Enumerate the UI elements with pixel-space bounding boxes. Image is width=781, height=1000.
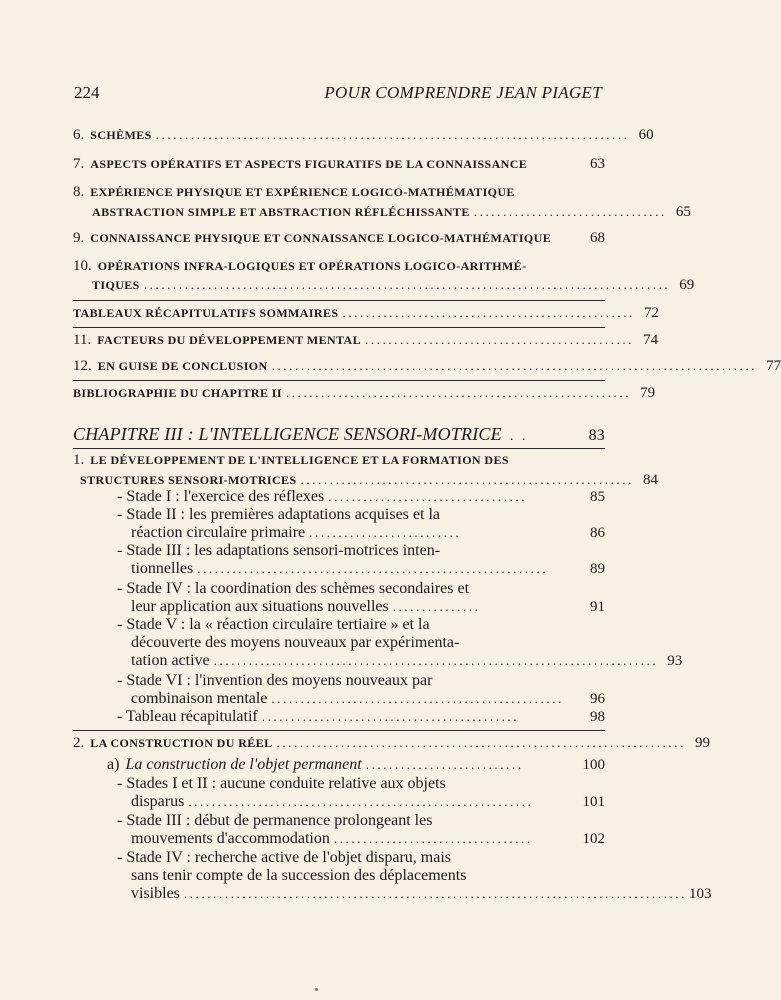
- print-mark: [315, 988, 318, 991]
- toc-page: 60: [638, 127, 654, 143]
- stade-i: - Stade I : l'exercice des réflexes .................................. 85: [117, 488, 605, 505]
- toc-entry-7: 7. ASPECTS OPÉRATIFS ET ASPECTS FIGURATIFS DE LA CONNAISSANCE 63: [73, 156, 605, 172]
- toc-page: 69: [679, 277, 695, 293]
- toc-entry-12: 12. EN GUISE DE CONCLUSION ................................................................................... 77: [73, 358, 781, 374]
- toc-section-1: 1. LE DÉVELOPPEMENT DE L'INTELLIGENCE ET LA FORMATION DES: [73, 452, 509, 468]
- stade-iii-b: - Stade III : début de permanence prolongeant les mouvements d'accommodation .................................. 102: [117, 812, 605, 847]
- toc-page: 91: [590, 599, 605, 615]
- divider: [73, 380, 605, 381]
- toc-page: 84: [642, 472, 658, 488]
- toc-page: 101: [582, 794, 605, 810]
- toc-entry-8-cont: ABSTRACTION SIMPLE ET ABSTRACTION RÉFLÉCHISSANTE ................................. 65: [92, 204, 691, 220]
- toc-page: 83: [588, 427, 605, 444]
- toc-page: 96: [590, 691, 605, 707]
- stade-v: - Stade V : la « réaction circulaire tertiaire » et la découverte des moyens nouveaux par expérimenta- tation active ............................................................................ 93: [117, 616, 683, 669]
- toc-page: 103: [689, 886, 712, 902]
- stade-iii: - Stade III : les adaptations sensori-motrices inten- tionnelles ............................................................ 89: [117, 542, 605, 577]
- divider: [73, 448, 605, 449]
- divider: [73, 327, 605, 328]
- toc-page: 93: [667, 653, 683, 669]
- toc-page: 85: [590, 489, 605, 505]
- toc-entry-6: 6. SCHÈMES ................................................................................. 60: [73, 127, 654, 143]
- stade-iv-b: - Stade IV : recherche active de l'objet disparu, mais sans tenir compte de la succession des déplacements visibles ...................................................................................... 103: [117, 849, 712, 902]
- toc-entry-10-cont: TIQUES .......................................................................................... 69: [92, 277, 695, 293]
- chapter-heading: CHAPITRE III : L'INTELLIGENCE SENSORI-MOTRICE . . 83: [73, 424, 605, 444]
- toc-page: 63: [590, 156, 605, 172]
- running-title: POUR COMPRENDRE JEAN PIAGET: [324, 83, 602, 102]
- toc-page: 77: [766, 358, 781, 374]
- stade-ii: - Stade II : les premières adaptations acquises et la réaction circulaire primaire .......................... 86: [117, 506, 605, 541]
- toc-entry-9: 9. CONNAISSANCE PHYSIQUE ET CONNAISSANCE LOGICO-MATHÉMATIQUE 68: [73, 230, 605, 246]
- running-header: [74, 83, 602, 105]
- toc-entry-tableaux: TABLEAUX RÉCAPITULATIFS SOMMAIRES .................................................. 72: [73, 305, 659, 321]
- toc-page: 89: [590, 561, 605, 577]
- toc-section-2: 2. LA CONSTRUCTION DU RÉEL ...................................................................... 99: [73, 735, 710, 751]
- stades-i-ii: - Stades I et II : aucune conduite relative aux objets disparus ........................................................... 101: [117, 775, 605, 810]
- toc-page: 72: [643, 305, 659, 321]
- stade-vi: - Stade VI : l'invention des moyens nouveaux par combinaison mentale .................................................. 96: [117, 672, 605, 707]
- divider: [73, 300, 605, 301]
- toc-section-1-cont: STRUCTURES SENSORI-MOTRICES ......................................................... 84: [80, 472, 658, 488]
- toc-page: 100: [582, 757, 605, 773]
- toc-page: 102: [582, 831, 605, 847]
- toc-entry-8: 8. EXPÉRIENCE PHYSIQUE ET EXPÉRIENCE LOGICO-MATHÉMATIQUE: [73, 184, 515, 200]
- toc-entry-11: 11. FACTEURS DU DÉVELOPPEMENT MENTAL .............................................. 74: [73, 332, 659, 348]
- page-number: 224: [74, 83, 100, 102]
- toc-page: 74: [643, 332, 659, 348]
- toc-page: 98: [590, 709, 605, 725]
- tableau-recapitulatif: - Tableau récapitulatif ............................................ 98: [117, 708, 605, 725]
- toc-entry-10: 10. OPÉRATIONS INFRA-LOGIQUES ET OPÉRATIONS LOGICO-ARITHMÉ-: [73, 258, 527, 274]
- toc-page: 68: [590, 230, 605, 246]
- toc-page: 99: [694, 735, 710, 751]
- sub-a: a) La construction de l'objet permanent ........................... 100: [107, 756, 605, 773]
- toc-entry-bibliographie: BIBLIOGRAPHIE DU CHAPITRE II ........................................................... 79: [73, 385, 656, 401]
- toc-page: 79: [640, 385, 656, 401]
- toc-page: 65: [675, 204, 691, 220]
- divider: [73, 730, 605, 731]
- toc-page: 86: [590, 525, 605, 541]
- stade-iv: - Stade IV : la coordination des schèmes secondaires et leur application aux situations nouvelles ............... 91: [117, 580, 605, 615]
